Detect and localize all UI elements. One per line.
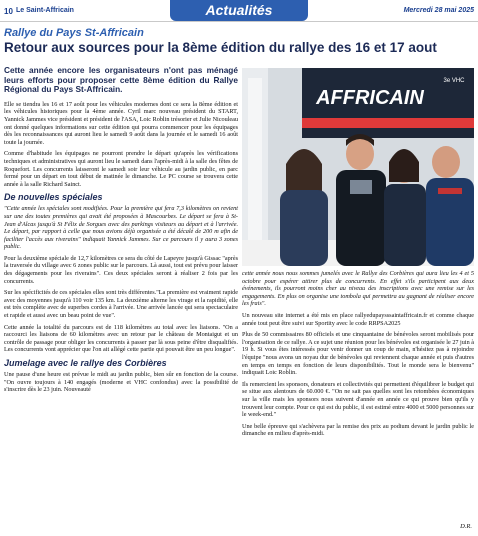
banner-text: AFFRICAIN <box>316 87 424 109</box>
paragraph: Plus de 50 commissaires 80 officiels et une cinquantaine de bénévoles seront mobilisés pour l'organisation de ce rallye. A ce sujet une réunion pour les bénévoles est organisée le 27 juin à 19 h. Si vous êtes intéressés pour venir donner un coup de main, n'hésitez pas à rejoindre l'équipe "nous avons un noyau dur de bénévoles qui reviennent chaque année et puis d'autres en temps en temps en fonction de leurs disponibilités. Tout le monde sera le bienvenu" indiquait Loic Roblin. <box>242 331 474 377</box>
paragraph: "Cette année les spéciales sont modifiées. Pour la première qui fera 7,3 kilomètres on revient sur une des toutes premières qui avait été proposées à Mascourbes. Le départ se fera à St-Jean d'Alcas jusqu'à St Félix de Sorgues avec des parkings visiteurs au départ et à l'arrivée. Le départ, par rapport à celle que nous avions déjà organisée a été décalé de 200 m afin de faciliter l'accès aux riverains" indiquait Yannick Jammes. Sur ce parcours il y aura 3 zones public. <box>4 205 238 251</box>
paragraph: Ils remercient les sponsors, donateurs et collectivités qui permettent d'équilibrer le budget qui se situe aux alentours de 60.000 €. "On ne sait pas quelles sont les retombées économiques sur la ville mais les sponsors nous suivent d'année en année ce qui prouve bien qu'ils y trouvent leur compte. Pour ce qui est du public, il est estimé entre 4000 et 5000 personnes sur le week-end." <box>242 380 474 419</box>
paragraph: Une belle épreuve qui s'achèvera par la remise des prix au podium devant le jardin public le dimanche en milieu d'après-midi. <box>242 422 474 438</box>
publication-name: Le Saint-Affricain <box>16 7 74 14</box>
banner-small-text: 3e VHC <box>443 78 465 84</box>
person-woman-left <box>280 149 328 266</box>
article-kicker: Rallye du Pays St-Affricain <box>4 27 144 39</box>
paragraph: Une pause d'une heure est prévue le midi au jardin public, bien sûr en fonction de la course. "On ouvre toujours à 140 engagés (moderne et VHC confondus) avec la possibilité de s'inscrire dès le 23 juin. Nouveauté <box>4 371 238 394</box>
article-photo <box>242 68 474 266</box>
team-photo-illustration <box>242 68 474 266</box>
paragraph: Un nouveau site internet a été mis en place rallyedupaysssaintaffricain.fr et comme chaque année tout peut être suivi sur Sportity avec le code RRPSA2025 <box>242 311 474 327</box>
article-title: Retour aux sources pour la 8ème édition du rallye des 16 et 17 aout <box>4 40 437 55</box>
subheading: De nouvelles spéciales <box>4 192 103 203</box>
paragraph: Pour la deuxième spéciale de 12,7 kilomètres ce sera du côté de Lapeyre jusqu'à Gissac "après la traversée du village avec 6 zones public sur le parcours. Là aussi, tout est prévu pour laisser des dégagements pour les riverains". Ces deux spéciales seront à réaliser 2 fois par les concurrents. <box>4 254 238 285</box>
paragraph: Comme d'habitude les équipages ne pourront prendre le départ qu'après les vérifications techniques et administratives qui auront lieu le samedi dans l'après-midi à la salle des fêtes de Roquefort. Les concurrents laisseront le samedi soir leur véhicule au jardin public, en parc fermé pour un départ en tout début de matinée le dimanche. Le PC course se trouvera cette année à la salle Richard Sainct. <box>4 150 238 188</box>
page-number: 10 <box>4 7 13 16</box>
paragraph: Sur les spécificités de ces spéciales elles sont très différentes."La première est vraiment rapide avec des moyennes jusqu'à 110 voir 135 km. La deuxième alterne les virage et la rapidité, elle est très complète avec de superbes cordes à l'arrivée. Une arrivée lancée qui sera spectaculaire et rapide et aussi avec un beau point de vue". <box>4 289 238 320</box>
issue-date: Mercredi 28 mai 2025 <box>403 7 474 14</box>
paragraph: Elle se tiendra les 16 et 17 août pour les véhicules modernes dont ce sera la 8ème édition et les véhicules historiques pour la 4ème année. Cyril marc nouveau président du START, Yannick Jammes vice président et président de l'ASA, Loic Roblin trésorier et Julie Nicouleau ont donné quelques informations sur cette édition qui pourra commencer pour les équipages dès les reconnaissances qui auront lieu le samedi 9 août dans la journée et le samedi 16 août toute la journée. <box>4 100 238 146</box>
paragraph: Cette année la totalité du parcours est de 118 kilomètres au total avec les liaisons. "On a raccourci les liaisons de 60 kilomètres avec un retour par le château de Montaigut et un contrôle de passage pour obliger les concurrents à passer par là sous peine d'être disqualifiés. Les concurrents vont apprécier que l'on ait allégé cette partie qui pouvait être un peu longue". <box>4 323 238 354</box>
section-banner: Actualités <box>170 0 308 21</box>
author-signature: D.R. <box>460 523 472 530</box>
article-column-left <box>4 66 238 534</box>
page-header <box>0 0 478 22</box>
article-lead: Cette année encore les organisateurs n'ont pas ménagé leurs efforts pour proposer cette 8ème édition du Rallye Régional du Pays St-Affricain. <box>4 65 238 95</box>
article-column-right <box>242 270 474 532</box>
paragraph: cette année nous nous sommes jumelés avec le Rallye des Corbières qui aura lieu les 4 et 5 octobre pour espérer attirer plus de concurrents. En effet s'ils participent aux deux événements, ils pourront moins cher au niveau des inscriptions avec une remise sur les engagements. En plus on organise une tombola qui permettra au gagnant de réaliser encore les frais". <box>242 270 474 308</box>
subheading: Jumelage avec le rallye des Corbières <box>4 358 167 368</box>
